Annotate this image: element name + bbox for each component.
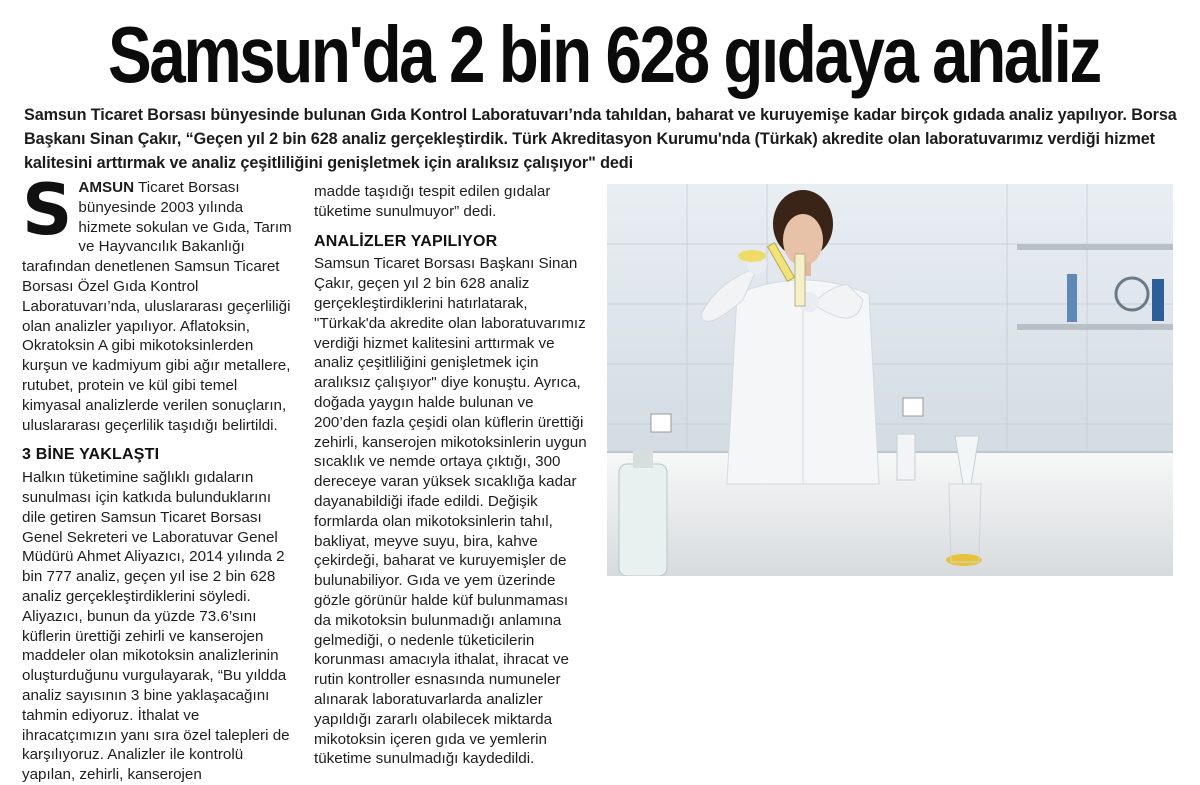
col1-paragraph-1 <box>22 169 292 435</box>
column-1 <box>22 169 292 785</box>
column-2 <box>314 182 588 769</box>
col1-paragraph-1-text: Ticaret Borsası bünyesinde 2003 yılında hizmete sokulan ve Gıda, Tarım ve Hayvancılık Bakanlığı tarafından denetlenen Samsun Ticaret Borsası Özel Gıda Kontrol Laboratuvarı’nda, uluslararası geçerliliği olan analizler yapılıyor. Aflatoksin, Okratoksin A gibi mikotoksinlerden kurşun ve kadmiyum gibi ağır metallere, rutubet, protein ve kül gibi temel kimyasal analizlerde verilen sonuçların, uluslararası geçerlilik taşıdığı belirtildi. <box>22 179 292 434</box>
lab-scene-illustration <box>607 184 1173 576</box>
laboratory-photo <box>607 184 1173 576</box>
drop-cap: S <box>22 169 73 251</box>
subhead-3-bine: 3 BİNE YAKLAŞTI <box>22 446 160 464</box>
col2-paragraph-0: madde taşıdığı tespit edilen gıdalar tüketime sunulmuyor” dedi. <box>314 183 551 220</box>
subhead-analizler: ANALİZLER YAPILIYOR <box>314 232 498 250</box>
spot-text: Samsun Ticaret Borsası bünyesinde bulunan Gıda Kontrol Laboratuvarı’nda tahıldan, baharat ve kuruyemişe kadar birçok gıdada analiz yapılıyor. Borsa Başkanı Sinan Çakır, “Geçen yıl 2 bin 628 analiz gerçekleştirdik. Türk Akreditasyon Kurumu'nda (Türkak) akredite olan laboratuvarımız verdiği hizmet kalitesini arttırmak ve analiz çeşitliliğini genişletmek için aralıksız çalışıyor" dedi <box>24 106 1177 172</box>
col2-paragraph-1: Samsun Ticaret Borsası Başkanı Sinan Çakır, geçen yıl 2 bin 628 analiz gerçekleştirdiklerini hatırlatarak, "Türkak'da akredite olan laboratuvarımız verdiği hizmet kalitesini arttırmak ve analiz çeşitliliğini genişletmek için aralıksız çalışıyor" diye konuştu. Ayrıca, doğada yaygın halde bulunan ve 200’den fazla çeşidi olan küflerin ürettiği zehirli, kanserojen mikotoksinlerin uygun sıcaklık ve nemde ortaya çıktığı, 300 dereceye varan yüksek sıcaklığa kadar dayanabildiği ifade edildi. Değişik formlarda olan mikotoksinlerin tahıl, bakliyat, meyve suyu, bira, kahve çekirdeği, baharat ve kuruyemişler de bulunabiliyor. Gıda ve yem üzerinde gözle görünür halde küf bulunmaması da mikotoksin bulunmadığı anlamına gelmediği, o nedenle tüketicilerin korunması amacıyla ithalat, ihracat ve rutin kontroller esnasında numuneler alınarak laboratuvarlarda analizler yapıldığı zararlı olabilecek miktarda mikotoksin içeren gıda ve yemlerin tüketime sunulmadığı kaydedildi. <box>314 255 587 768</box>
col1-paragraph-2: Halkın tüketimine sağlıklı gıdaların sunulması için katkıda bulunduklarını dile getiren Samsun Ticaret Borsası Genel Sekreteri ve Laboratuvar Genel Müdürü Ahmet Aliyazıcı, 2014 yılında 2 bin 777 analiz, geçen yıl ise 2 bin 628 analiz gerçekleştirdiklerini söyledi. Aliyazıcı, bunun da yüzde 73.6’sını küflerin ürettiği zehirli ve kanserojen maddeler olan mikotoksin analizlerinin oluşturduğunu vurgulayarak, “Bu yıldda analiz sayısının 3 bine yaklaşacağını tahmin ediyoruz. İthalat ve ihracatçımızın yanı sıra özel talepleri de karşılıyoruz. Analizler ile kontrolü yapılan, zehirli, kanserojen <box>22 469 290 784</box>
headline: Samsun'da 2 bin 628 gıdaya analiz <box>108 10 1100 99</box>
lead-word: AMSUN <box>78 179 135 196</box>
